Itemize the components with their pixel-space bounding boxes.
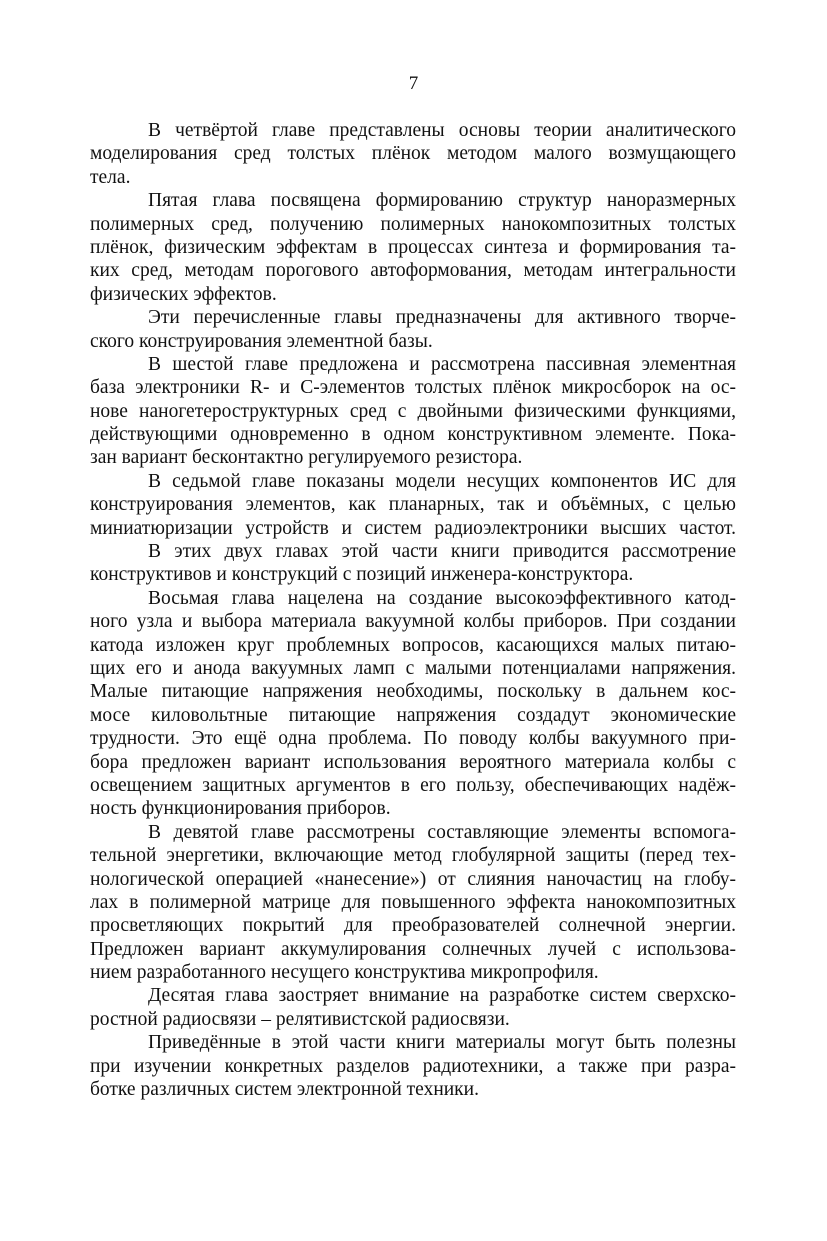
text-line: В девятой главе рассмотрены составляющие элементы вспомога-	[148, 821, 736, 843]
text-line: полимерных сред, получению полимерных нанокомпозитных толстых	[90, 213, 736, 235]
paragraph	[90, 984, 736, 1031]
page-number: 7	[408, 73, 419, 94]
text-line: ростной радиосвязи – релятивистской радиосвязи.	[90, 1008, 510, 1030]
text-line: освещением защитных аргументов в его пользу, обеспечивающих надёж-	[90, 774, 736, 796]
text-line: В четвёртой главе представлены основы теории аналитического	[148, 120, 736, 141]
text-line: физических эффектов.	[90, 283, 277, 305]
text-line: Восьмая глава нацелена на создание высокоэффективного катод-	[148, 587, 736, 609]
text-line: бора предложен вариант использования вероятного материала колбы с	[90, 751, 736, 773]
paragraph	[90, 353, 736, 470]
paragraph	[90, 821, 736, 985]
text-line: плёнок, физическим эффектам в процессах синтеза и формирования та-	[90, 236, 736, 258]
text-line: В седьмой главе показаны модели несущих компонентов ИС для	[148, 470, 736, 492]
paragraph	[90, 587, 736, 821]
text-line: ких сред, методам порогового автоформования, методам интегральности	[90, 260, 736, 282]
text-line: конструктивов и конструкций с позиций инженера-конструктора.	[90, 564, 634, 586]
paragraph	[90, 119, 736, 189]
text-line: лах в полимерной матрице для повышенного эффекта нанокомпозитных	[90, 891, 736, 913]
text-line: нием разработанного несущего конструктива микропрофиля.	[90, 962, 599, 984]
paragraph	[90, 470, 736, 540]
text-line: тельной энергетики, включающие метод глобулярной защиты (перед тех-	[90, 845, 736, 867]
text-line: нове наногетероструктурных сред с двойными физическими функциями,	[90, 400, 736, 422]
text-line: просветляющих покрытий для преобразователей солнечной энергии.	[90, 915, 736, 937]
text-line: ность функционирования приборов.	[90, 798, 391, 820]
text-line: при изучении конкретных разделов радиотехники, а также при разра-	[90, 1055, 736, 1077]
text-line: база электроники R- и C-элементов толстых плёнок микросборок на ос-	[90, 377, 736, 399]
paragraph	[90, 540, 736, 587]
text-line: ного узла и выбора материала вакуумной колбы приборов. При создании	[90, 611, 736, 633]
text-line: Предложен вариант аккумулирования солнечных лучей с использова-	[90, 938, 736, 960]
text-line: моделирования сред толстых плёнок методом малого возмущающего	[90, 143, 736, 165]
paragraph	[90, 1031, 736, 1101]
text-line: Десятая глава заостряет внимание на разработке систем сверхско-	[148, 985, 736, 1007]
text-line: конструирования элементов, как планарных, так и объёмных, с целью	[90, 494, 736, 516]
body-text	[90, 119, 736, 1101]
text-line: катода изложен круг проблемных вопросов, касающихся малых питаю-	[90, 634, 736, 656]
text-line: миниатюризации устройств и систем радиоэлектроники высших частот.	[90, 517, 736, 539]
text-line: Эти перечисленные главы предназначены для активного творче-	[148, 307, 736, 329]
text-line: Малые питающие напряжения необходимы, поскольку в дальнем кос-	[90, 681, 736, 703]
text-line: зан вариант бесконтактно регулируемого резистора.	[90, 447, 523, 469]
text-line: Пятая глава посвящена формированию структур наноразмерных	[148, 190, 736, 212]
text-line: Приведённые в этой части книги материалы могут быть полезны	[148, 1032, 736, 1054]
text-line: трудности. Это ещё одна проблема. По поводу колбы вакуумного при-	[90, 728, 736, 750]
text-line: ского конструирования элементной базы.	[90, 330, 433, 352]
text-line: тела.	[90, 166, 131, 188]
text-line: действующими одновременно в одном конструктивном элементе. Пока-	[90, 424, 736, 446]
paragraph	[90, 306, 736, 353]
text-line: ботке различных систем электронной техники.	[90, 1079, 479, 1101]
text-line: В шестой главе предложена и рассмотрена пассивная элементная	[148, 353, 736, 375]
text-line: щих его и анода вакуумных ламп с малыми потенциалами напряжения.	[90, 657, 736, 679]
text-line: В этих двух главах этой части книги приводится рассмотрение	[148, 541, 736, 563]
paragraph	[90, 189, 736, 306]
text-line: мосе киловольтные питающие напряжения создадут экономические	[90, 704, 736, 726]
text-line: нологической операцией «нанесение») от слияния наночастиц на глобу-	[90, 868, 736, 890]
